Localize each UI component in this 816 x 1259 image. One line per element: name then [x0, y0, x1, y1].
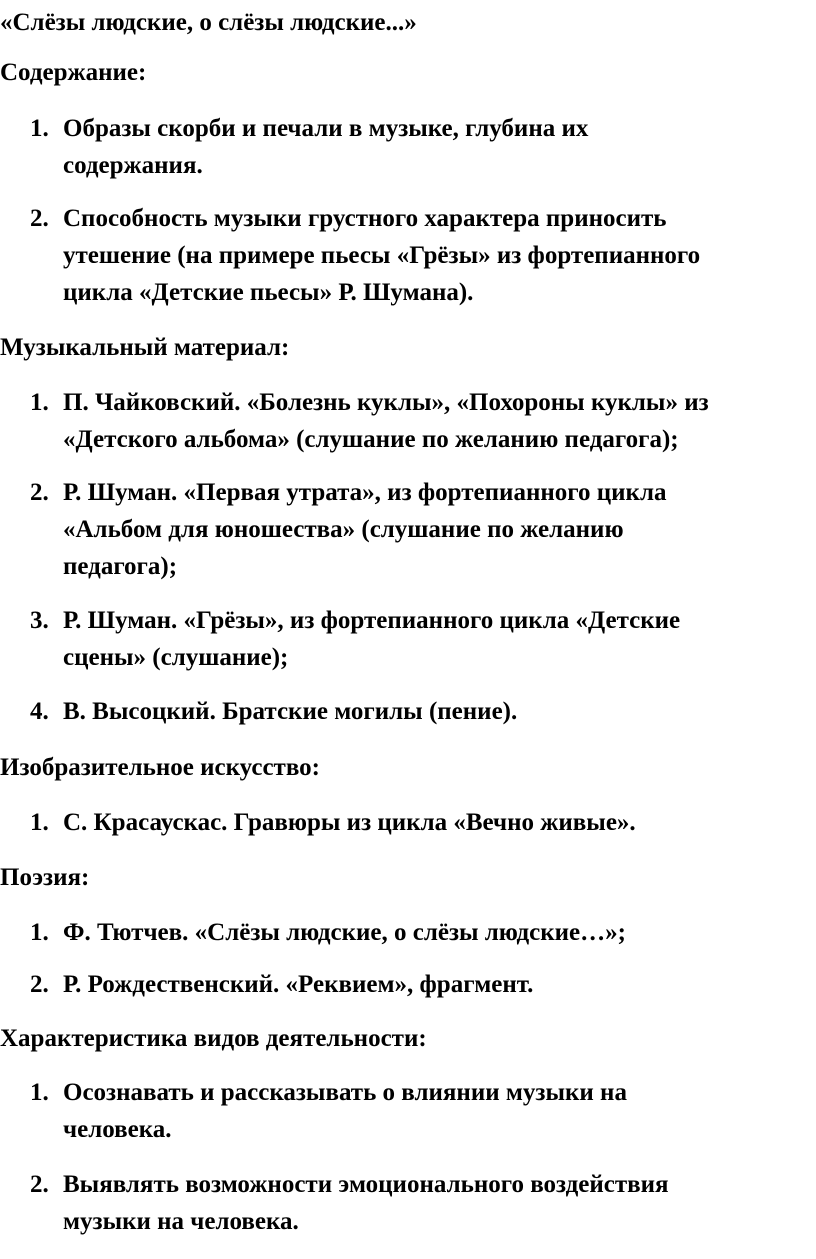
list-item-text	[63, 384, 709, 458]
text-line: сцены» (слушание);	[63, 644, 289, 671]
list-item-text	[63, 474, 666, 585]
list-number: 1.	[30, 1079, 49, 1106]
list-number: 1.	[30, 919, 49, 946]
text-line: Р. Шуман. «Грёзы», из фортепианного цикла «Детские	[63, 607, 681, 634]
list-number: 2.	[30, 971, 49, 998]
text-line: Ф. Тютчев. «Слёзы людские, о слёзы людские…»;	[63, 919, 626, 946]
text-line: П. Чайковский. «Болезнь куклы», «Похороны куклы» из	[63, 389, 709, 416]
text-line: «Альбом для юношества» (слушание по желанию	[63, 516, 624, 543]
list-item-text	[63, 200, 700, 311]
text-line: Способность музыки грустного характера приносить	[63, 205, 667, 232]
text-line: В. Высоцкий. Братские могилы (пение).	[63, 698, 518, 725]
section-heading: Характеристика видов деятельности:	[0, 1025, 427, 1052]
list-number: 3.	[30, 607, 49, 634]
list-item-text	[63, 804, 636, 841]
text-line: Р. Рождественский. «Реквием», фрагмент.	[63, 971, 534, 998]
list-number: 1.	[30, 809, 49, 836]
text-line: «Детского альбома» (слушание по желанию педагога);	[63, 426, 679, 453]
list-number: 1.	[30, 389, 49, 416]
list-number: 2.	[30, 479, 49, 506]
text-line: человека.	[63, 1116, 172, 1143]
text-line: утешение (на примере пьесы «Грёзы» из фортепианного	[63, 242, 701, 269]
list-number: 2.	[30, 205, 49, 232]
text-line: педагога);	[63, 553, 178, 580]
text-line: содержания.	[63, 152, 203, 179]
list-item-text	[63, 1074, 627, 1148]
list-number: 2.	[30, 1171, 49, 1198]
list-item-text	[63, 1166, 669, 1240]
text-line: Р. Шуман. «Первая утрата», из фортепианного цикла	[63, 479, 667, 506]
document-title: «Слёзы людские, о слёзы людские...»	[0, 9, 417, 36]
text-line: музыки на человека.	[63, 1208, 299, 1235]
section-heading: Изобразительное искусство:	[0, 754, 320, 781]
text-line: Осознавать и рассказывать о влиянии музыки на	[63, 1079, 627, 1106]
text-line: цикла «Детские пьесы» Р. Шумана).	[63, 279, 474, 306]
list-item-text	[63, 914, 626, 951]
list-item-text	[63, 693, 517, 730]
section-heading: Поэзия:	[0, 864, 90, 891]
text-line: Образы скорби и печали в музыке, глубина их	[63, 115, 589, 142]
list-item-text	[63, 602, 680, 676]
section-heading: Содержание:	[0, 59, 147, 86]
text-line: С. Красаускас. Гравюры из цикла «Вечно живые».	[63, 809, 636, 836]
list-item-text	[63, 966, 533, 1003]
text-line: Выявлять возможности эмоционального воздействия	[63, 1171, 669, 1198]
section-heading: Музыкальный материал:	[0, 334, 290, 361]
list-number: 4.	[30, 698, 49, 725]
list-item-text	[63, 110, 588, 184]
list-number: 1.	[30, 115, 49, 142]
